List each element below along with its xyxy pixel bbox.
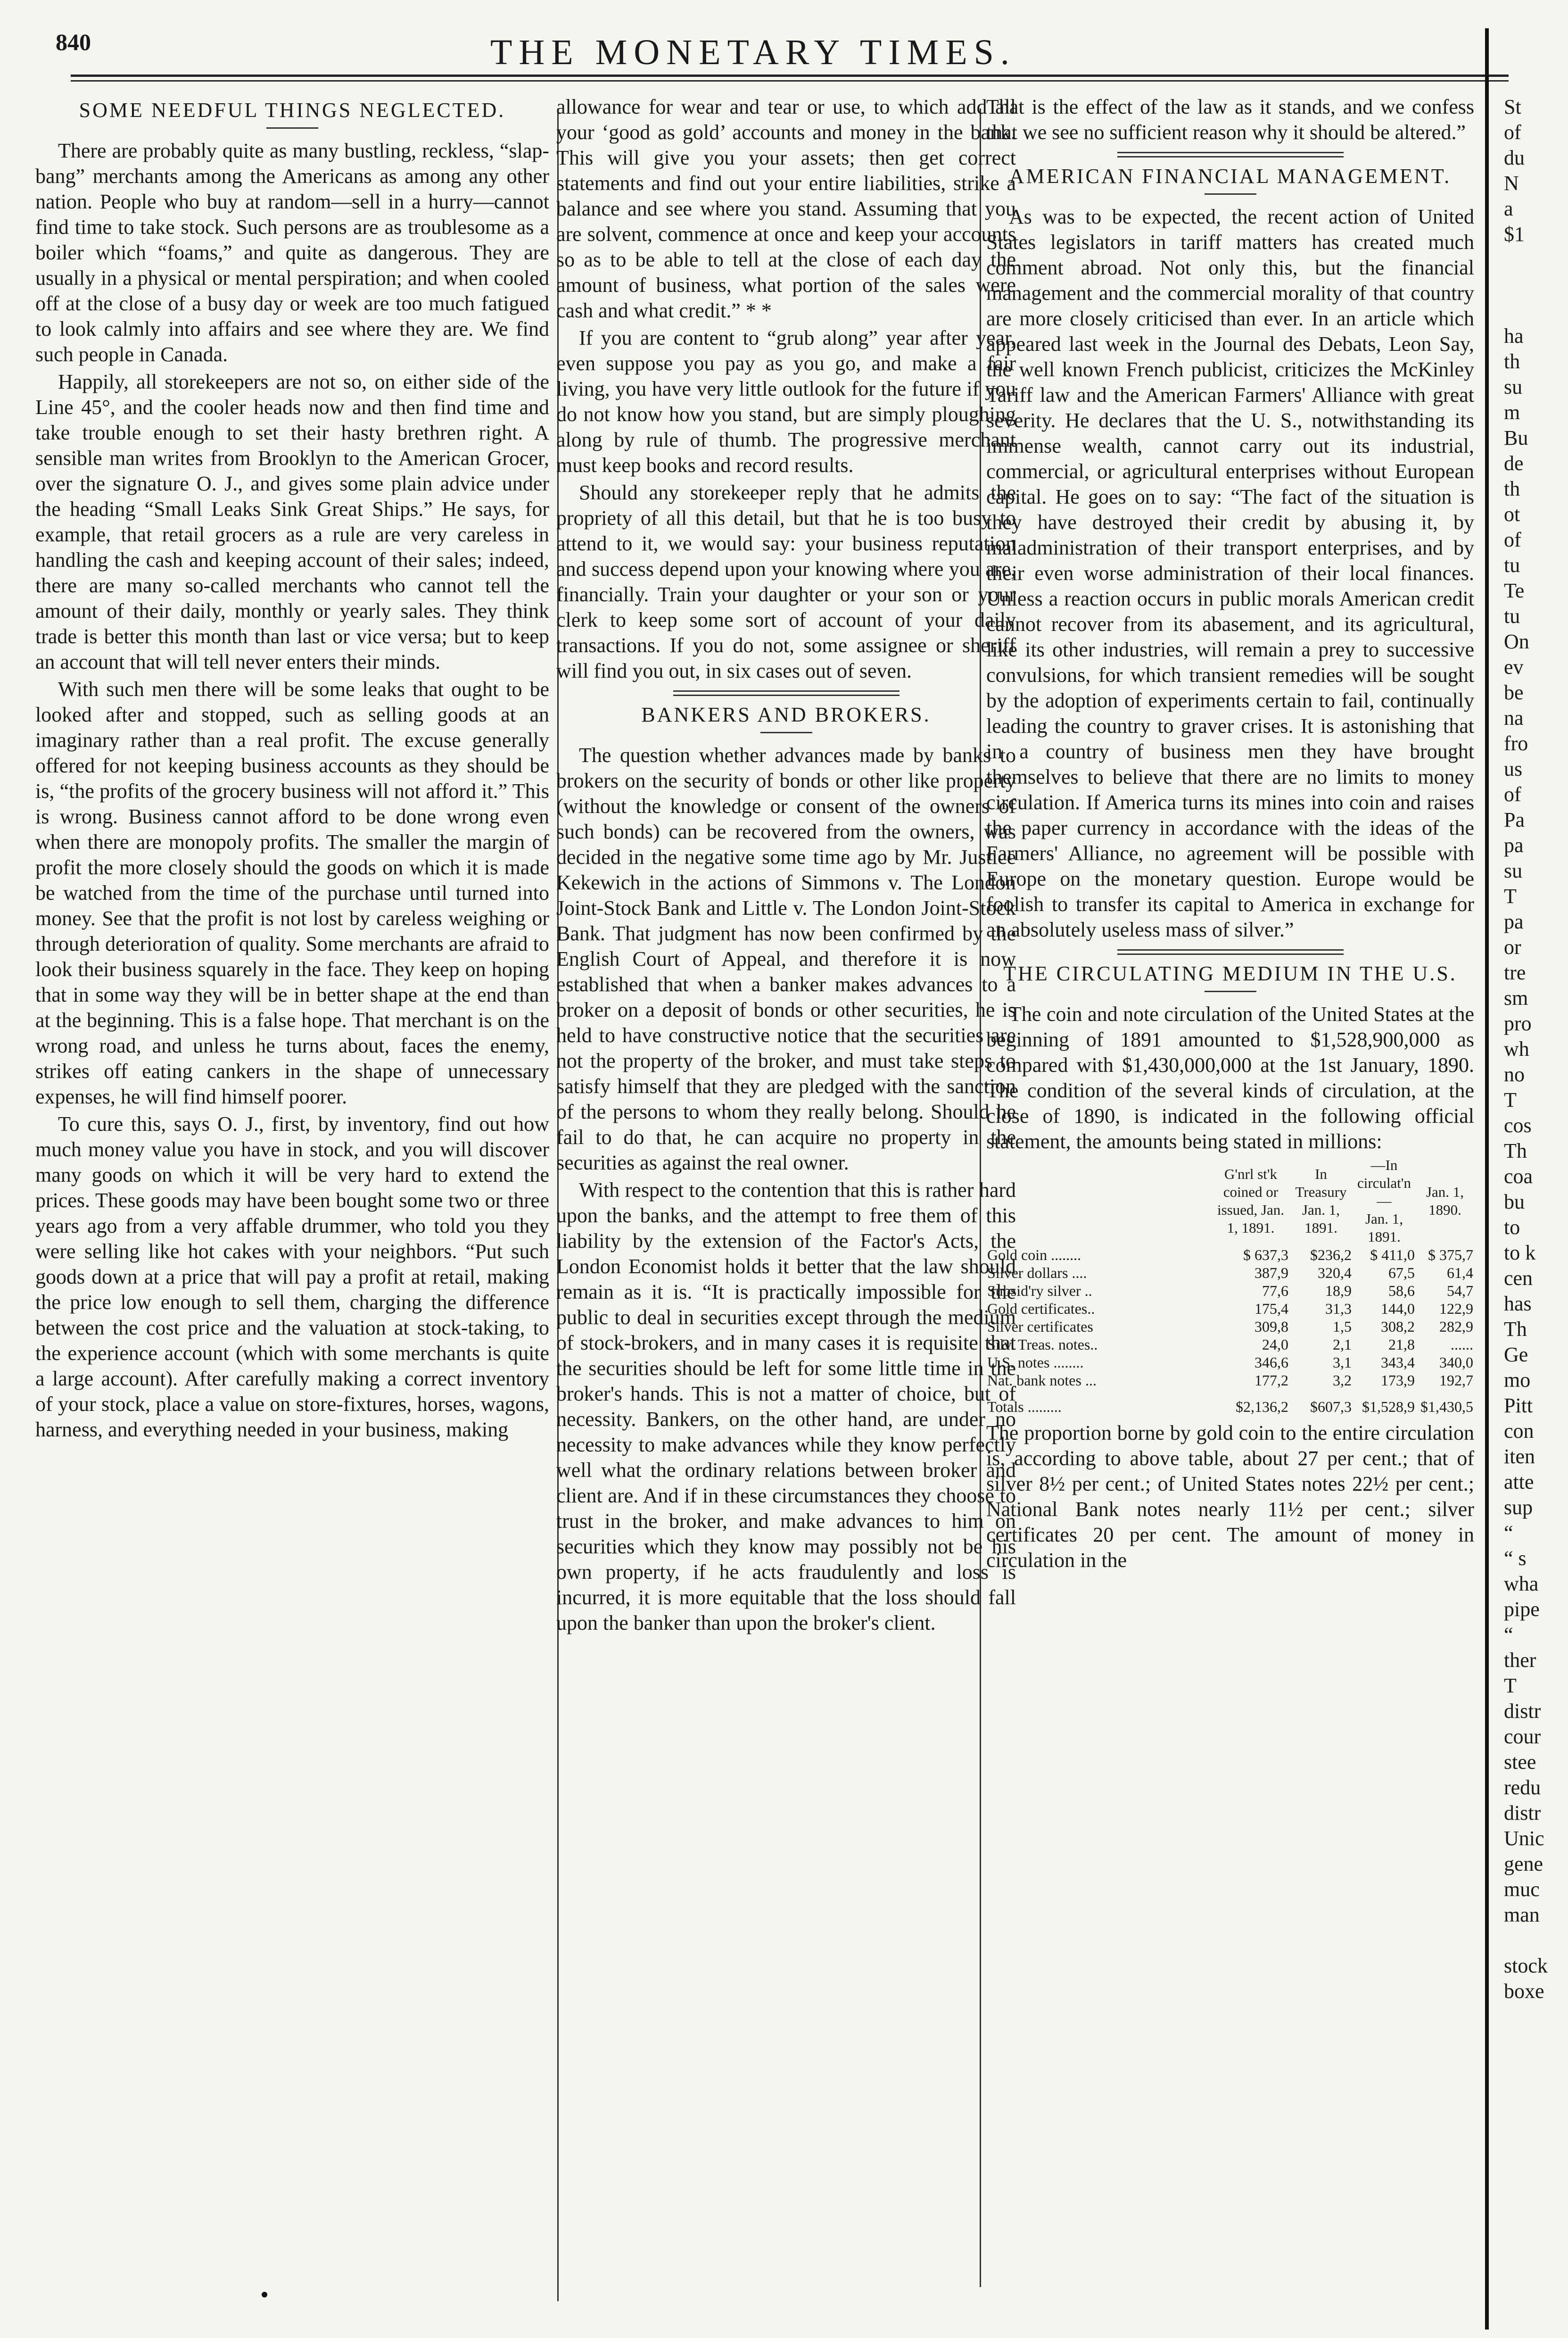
table-header: In Treasury Jan. 1, 1891.	[1295, 1166, 1347, 1236]
cell: 18,9	[1325, 1282, 1352, 1299]
cell: 21,8	[1388, 1336, 1415, 1353]
cell: 122,9	[1439, 1300, 1473, 1317]
paragraph: Should any storekeeper reply that he admits the propriety of all this detail, but that he is too busy to attend to it, we would say: your business reputation and success depend upon your knowing where you are, financially. Train your daughter or your son or your clerk to keep some sort of account of your daily transactions. If you do not, some assignee or sheriff will find you out, in six cases out of seven.	[556, 481, 1016, 682]
next-page-stub	[1504, 94, 1568, 2004]
paragraph: That is the effect of the law as it stands, and we confess that we see no sufficient reason why it should be altered.”	[986, 95, 1474, 144]
cell: $1,528,9	[1362, 1398, 1415, 1415]
stub-line: “	[1504, 1521, 1513, 1544]
stub-line: distr	[1504, 1801, 1541, 1824]
table-row	[986, 1371, 1474, 1389]
table-row	[986, 1246, 1474, 1264]
paragraph: There are probably quite as many bustling, reckless, “slap-bang” merchants among the Americans as among any other nation. People who buy at random—sell in a hurry—cannot find time to take stock. Such persons are as troublesome as a boiler which “foams,” and quite as dangerous. They are usually in a physical or mental perspiration; and when cooled off at the close of a busy day or week are too much fatigued to look calmly into affairs and see where they are. We find such people in Canada.	[35, 139, 549, 366]
stub-line: boxe	[1504, 1980, 1544, 2003]
stub-line: iten	[1504, 1445, 1535, 1468]
stub-line: pa	[1504, 834, 1524, 857]
stub-line: sm	[1504, 987, 1528, 1010]
cell: $2,136,2	[1236, 1398, 1288, 1415]
table-totals-row	[986, 1389, 1474, 1416]
stub-line: muc	[1504, 1878, 1540, 1901]
cell: 3,1	[1333, 1354, 1352, 1371]
cell: 2,1	[1333, 1336, 1352, 1353]
stub-line: tu	[1504, 605, 1520, 628]
stub-line: has	[1504, 1292, 1532, 1315]
stub-line: to k	[1504, 1241, 1536, 1264]
row-label: Nat. bank notes ...	[987, 1372, 1097, 1389]
stub-line: distr	[1504, 1700, 1541, 1723]
stub-line: no	[1504, 1063, 1525, 1086]
stub-line: cen	[1504, 1267, 1533, 1290]
heading-dash	[1205, 193, 1256, 195]
paragraph: As was to be expected, the recent action of United States legislators in tariff matters has created much comment abroad. Not only this, but the financial management and the commercial morality of that country are more closely criticised than ever. In an article which appeared last week in the Journal des Debats, Leon Say, the well known French publicist, criticizes the McKinley Tariff law and the American Farmers' Alliance with great severity. He declares that the U. S., notwithstanding its immense wealth, cannot carry out its industrial, commercial, or agricultural enterprises without European capital. He goes on to say: “The fact of the situation is they have destroyed their credit by abusing it, by maladministration of their transport enterprises, and by their even worse administration of their local finances. Unless a reaction occurs in public morals American credit cannot recover from its abasement, and its agricultural, like its other industries, will remain a prey to successive convulsions, for which transient remedies will be sought by the adoption of experiments certain to fail, continually leading the country to graver crises. It is astonishing that in a country of business men they have brought themselves to believe that there are no limits to money circulation. If America turns its mines into coin and raises the paper currency in accordance with the ideas of the Farmers' Alliance, no agreement will be possible with Europe on the monetary question. Europe would be foolish to transfer its capital to America in exchange for an absolutely useless mass of silver.”	[986, 205, 1474, 941]
stub-line: pa	[1504, 910, 1524, 933]
section-separator	[1117, 949, 1344, 955]
column-1	[35, 94, 549, 1444]
stub-line: Pitt	[1504, 1394, 1533, 1417]
header-rule-thin	[71, 80, 1509, 82]
stub-line: su	[1504, 375, 1523, 398]
stub-line: cour	[1504, 1725, 1541, 1748]
row-label: Subsid'ry silver ..	[987, 1282, 1092, 1299]
stub-line: ther	[1504, 1649, 1536, 1672]
cell: 346,6	[1254, 1354, 1288, 1371]
heading-dash	[760, 732, 812, 733]
cell: $236,2	[1310, 1246, 1352, 1263]
stub-line: con	[1504, 1419, 1534, 1443]
table-row	[986, 1318, 1474, 1335]
masthead-title: THE MONETARY TIMES.	[490, 33, 1016, 72]
stub-line: On	[1504, 630, 1529, 653]
stub-line: “ s	[1504, 1547, 1527, 1570]
stub-line: du	[1504, 146, 1525, 169]
cell: 173,9	[1381, 1372, 1415, 1389]
row-label: Silver certificates	[987, 1318, 1093, 1335]
stub-line: St	[1504, 95, 1521, 118]
stub-line: na	[1504, 706, 1524, 730]
circulation-table	[986, 1156, 1474, 1416]
table-row	[986, 1300, 1474, 1318]
cell: $ 637,3	[1243, 1246, 1288, 1263]
cell: 175,4	[1254, 1300, 1288, 1317]
stub-line: Ge	[1504, 1343, 1528, 1366]
stub-line: sup	[1504, 1496, 1533, 1519]
ink-dot	[262, 2292, 267, 2297]
stub-line: fro	[1504, 732, 1528, 755]
stub-line: pipe	[1504, 1598, 1540, 1621]
stub-line: atte	[1504, 1470, 1534, 1493]
stub-line: wha	[1504, 1572, 1539, 1595]
stub-line: Bu	[1504, 426, 1528, 449]
cell: 31,3	[1325, 1300, 1352, 1317]
stub-line: us	[1504, 757, 1523, 780]
stub-line: Th	[1504, 1318, 1527, 1341]
stub-line: N	[1504, 172, 1519, 195]
table-header-group: —In circulat'n—	[1357, 1157, 1411, 1209]
cell: 340,0	[1439, 1354, 1473, 1371]
stub-line: man	[1504, 1903, 1540, 1926]
stub-line: ot	[1504, 503, 1520, 526]
table-row	[986, 1282, 1474, 1300]
article-heading: SOME NEEDFUL THINGS NEGLECTED.	[79, 99, 506, 122]
heading-dash	[1205, 991, 1256, 992]
column-3	[986, 94, 1474, 1575]
cell: 192,7	[1439, 1372, 1473, 1389]
page-gutter	[1485, 28, 1489, 2330]
cell: 3,2	[1333, 1372, 1352, 1389]
row-label: Gold certificates..	[987, 1300, 1095, 1317]
stub-line: mo	[1504, 1368, 1531, 1392]
row-label: Gold coin ........	[987, 1246, 1081, 1263]
stub-line: stee	[1504, 1750, 1536, 1774]
stub-line: th	[1504, 477, 1520, 500]
stub-line: tre	[1504, 961, 1526, 984]
stub-line: Th	[1504, 1139, 1527, 1162]
stub-line: th	[1504, 350, 1520, 373]
paragraph: With such men there will be some leaks that ought to be looked after and stopped, such as selling goods at an imaginary rather than a real profit. The excuse generally offered for not keeping business accounts as they should be is, “the profits of the grocery business will not afford it.” This is wrong. Business cannot afford to be done wrong even when there are monopoly profits. The smaller the margin of profit the more closely should the goods on which it is made be watched from the time of the purchase until turned into money. See that the profit is not lost by careless weighing or through deterioration of quality. Some merchants are afraid to look their business squarely in the face. They keep on hoping that in some way they will be in better shape at the end than at the beginning. This is a false hope. That merchant is on the wrong road, and unless he turns about, faces the enemy, strikes off eating cankers in the shape of unnecessary expenses, he will find himself poorer.	[35, 678, 549, 1108]
cell: 144,0	[1381, 1300, 1415, 1317]
column-2	[556, 94, 1016, 1638]
stub-line: T	[1504, 1674, 1517, 1697]
cell: 320,4	[1318, 1264, 1352, 1281]
stub-line: of	[1504, 528, 1521, 551]
stub-line	[1504, 298, 1568, 323]
stub-line: Unic	[1504, 1827, 1544, 1850]
paragraph: The coin and note circulation of the United States at the beginning of 1891 amounted to $1,528,900,000 as compared with $1,430,000,000 at the 1st January, 1890. The condition of the several kinds of circulation, at the close of 1890, is indicated in the following official statement, the amounts being stated in millions:	[986, 1003, 1474, 1153]
table-row	[986, 1353, 1474, 1371]
cell: 282,9	[1439, 1318, 1473, 1335]
article-heading: AMERICAN FINANCIAL MANAGEMENT.	[1009, 165, 1452, 188]
stub-line: be	[1504, 681, 1524, 704]
stub-line: or	[1504, 936, 1521, 959]
cell: $1,430,5	[1420, 1398, 1473, 1415]
stub-line: T	[1504, 1088, 1517, 1111]
section-separator	[673, 690, 900, 696]
stub-line: redu	[1504, 1776, 1541, 1799]
table-header	[1353, 1156, 1416, 1246]
cell: 67,5	[1388, 1264, 1415, 1281]
cell: 61,4	[1447, 1264, 1473, 1281]
stub-line	[1504, 1928, 1568, 1953]
cell: 309,8	[1254, 1318, 1288, 1335]
paragraph: To cure this, says O. J., first, by inventory, find out how much money value you have in stock, and you will discover many goods on which it will be very hard to extend the prices. These goods may have been bought some two or three years ago from a very affable drummer, who told you they were selling like hot cakes with your neighbors. “Put such goods down at a price that will pay a profit at retail, making the price low enough to sell them, charging the difference between the cost price and the valuation at stock-taking, to the experience account (which with some merchants is quite a large account). After carefully making a correct inventory of your stock, place a value on store-fixtures, horses, wagons, harness, and everything needed in your business, making	[35, 1112, 549, 1441]
stub-line: gene	[1504, 1852, 1543, 1875]
cell: 54,7	[1447, 1282, 1473, 1299]
table-row	[986, 1264, 1474, 1282]
row-label: Silv. Treas. notes..	[987, 1336, 1098, 1353]
cell: 58,6	[1388, 1282, 1415, 1299]
stub-line: m	[1504, 401, 1520, 424]
cell: 177,2	[1254, 1372, 1288, 1389]
stub-line: to	[1504, 1216, 1520, 1239]
stub-line: Te	[1504, 579, 1525, 602]
table-header: G'nrl st'k coined or issued, Jan. 1, 1891.	[1217, 1166, 1285, 1236]
stub-line: a	[1504, 197, 1513, 220]
stub-line: tu	[1504, 554, 1520, 577]
row-label: Silver dollars ....	[987, 1264, 1087, 1281]
stub-line: stock	[1504, 1954, 1548, 1977]
heading-dash	[266, 127, 318, 129]
cell: 308,2	[1381, 1318, 1415, 1335]
stub-line: ev	[1504, 655, 1524, 679]
stub-line: cos	[1504, 1114, 1532, 1137]
paragraph: With respect to the contention that this is rather hard upon the banks, and the attempt to free them of this liability by the extension of the Factor's Acts, the London Economist holds it better that the law should remain as it is. “It is practically impossible for the public to deal in securities except through the medium of stock-brokers, and in many cases it is requisite that the securities should be left for some little time in the broker's hands. This is not a matter of choice, but of necessity. Bankers, on the other hand, are under no necessity to make advances while they know perfectly well what the ordinary relations between broker and client are. And if in these circumstances they choose to trust in the broker, and make advances to him on securities which they know may possibly not be his own property, if he acts fraudulently and loss is incurred, it is more equitable that the loss should fall upon the banker than upon the broker's client.	[556, 1178, 1016, 1634]
cell: $ 375,7	[1428, 1246, 1473, 1263]
stub-line	[1504, 247, 1568, 273]
stub-line: ha	[1504, 324, 1524, 348]
stub-line: de	[1504, 452, 1524, 475]
cell: 24,0	[1262, 1336, 1288, 1353]
cell: 343,4	[1381, 1354, 1415, 1371]
stub-line	[1504, 273, 1568, 298]
cell: 77,6	[1262, 1282, 1288, 1299]
stub-line: $1	[1504, 223, 1525, 246]
table-header-row	[986, 1156, 1474, 1246]
paragraph: If you are content to “grub along” year after year, even suppose you pay as you go, and make a fair living, you have very little outlook for the future if you do not know how you stand, but are simply ploughing along by rule of thumb. The progressive merchant must keep books and record results.	[556, 326, 1016, 477]
paragraph: Happily, all storekeepers are not so, on either side of the Line 45°, and the cooler heads now and then find time and take trouble enough to set their hasty brethren right. A sensible man writes from Brooklyn to the American Grocer, over the signature O. J., and gives some plain advice under the heading “Small Leaks Sink Great Ships.” He says, for example, that retail grocers as a rule are very careless in handling the cash and keeping account of their sales; indeed, there are many so-called merchants who cannot tell the amount of their daily, monthly or yearly sales. They think trade is better this month than last or vice versa; but to keep an account that will tell never enters their minds.	[35, 370, 549, 673]
table-header: Jan. 1, 1891.	[1365, 1210, 1403, 1245]
cell: 1,5	[1333, 1318, 1352, 1335]
paragraph: allowance for wear and tear or use, to which add all your ‘good as gold’ accounts and money in the bank. This will give you your assets; then get correct statements and find out your entire liabilities, strike a balance and see where you stand. Assuming that you are solvent, commence at once and keep your accounts so as to be able to tell at the close of each day the amount of business, what portion of the sales were cash and what credit.” * *	[556, 95, 1016, 322]
stub-line: “	[1504, 1623, 1513, 1646]
stub-line: T	[1504, 885, 1517, 908]
header-rule-thick	[71, 75, 1509, 77]
stub-line: of	[1504, 121, 1521, 144]
table-header: Jan. 1, 1890.	[1426, 1184, 1464, 1218]
table-row	[986, 1335, 1474, 1353]
stub-line: wh	[1504, 1037, 1529, 1061]
article-heading: BANKERS AND BROKERS.	[641, 703, 931, 726]
stub-line: coa	[1504, 1165, 1533, 1188]
paragraph: The proportion borne by gold coin to the entire circulation is, according to above table, about 27 per cent.; that of silver 8½ per cent.; of United States notes 22½ per cent.; National Bank notes nearly 11½ per cent.; silver certificates 20 per cent. The amount of money in circulation in the	[986, 1421, 1474, 1572]
section-separator	[1117, 152, 1344, 158]
cell: $607,3	[1310, 1398, 1352, 1415]
article-heading: THE CIRCULATING MEDIUM IN THE U.S.	[1003, 962, 1457, 985]
page-number: 840	[56, 29, 91, 55]
cell: 387,9	[1254, 1264, 1288, 1281]
stub-line: Pa	[1504, 808, 1525, 831]
row-label: U.S. notes ........	[987, 1354, 1084, 1371]
stub-line: of	[1504, 783, 1521, 806]
stub-line: su	[1504, 859, 1523, 882]
stub-line: bu	[1504, 1190, 1525, 1213]
cell: $ 411,0	[1370, 1246, 1415, 1263]
cell: ......	[1451, 1336, 1473, 1353]
stub-line: pro	[1504, 1012, 1532, 1035]
paragraph: The question whether advances made by banks to brokers on the security of bonds or other like property (without the knowledge or consent of the owners of such bonds) can be recovered from the owners, was decided in the negative some time ago by Mr. Justice Kekewich in the actions of Simmons v. The London Joint-Stock Bank and Little v. The London Joint-Stock Bank. That judgment has now been confirmed by the English Court of Appeal, and therefore it is now established that when a banker makes advances to a broker on a deposit of bonds or other securities, he is held to have constructive notice that the securities are not the property of the broker, and must take steps to satisfy himself that they are pledged with the sanction of the persons to whom they really belong. Should he fail to do that, he can acquire no property in the securities as against the real owner.	[556, 744, 1016, 1174]
row-label: Totals .........	[987, 1398, 1062, 1415]
